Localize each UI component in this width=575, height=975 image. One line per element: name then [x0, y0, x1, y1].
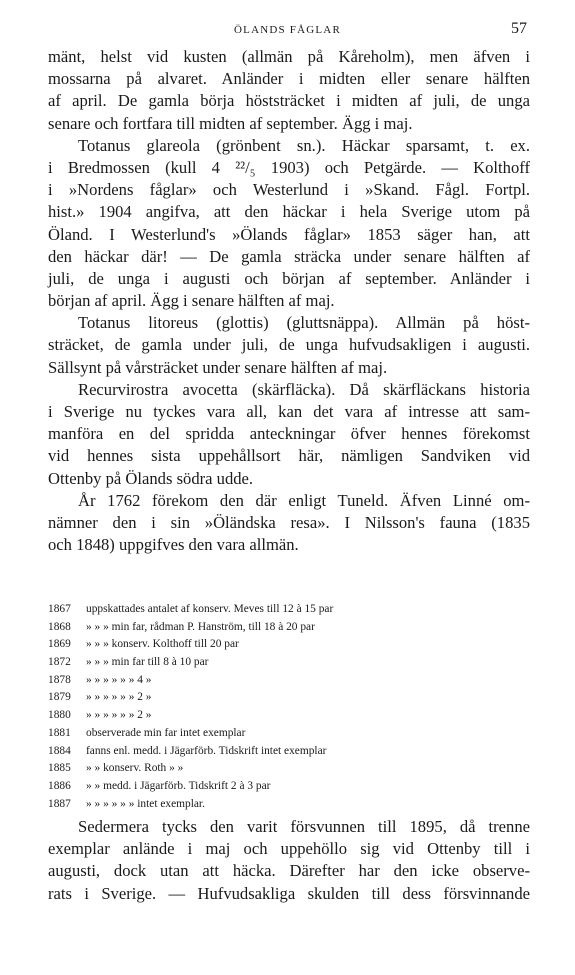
- table-row: [48, 672, 534, 690]
- text-line: exemplar anlände i maj och uppehöllo sig vid Ottenby till i: [48, 839, 530, 859]
- table-year: 1881: [48, 726, 71, 739]
- table-text: » » » » » » intet exemplar.: [86, 797, 205, 810]
- text-line: År 1762 förekom den där enligt Tuneld. Äfven Linné om-: [78, 490, 530, 510]
- text-line: nämner den i sin »Öländska resa». I Nilsson's fauna (1835: [48, 512, 530, 532]
- table-year: 1884: [48, 744, 71, 757]
- table-year: 1886: [48, 779, 71, 792]
- text-line: i Bredmossen (kull 4 ²²/₅ 1903) och Petgärde. — Kolthoff: [48, 157, 530, 177]
- text-line: i »Nordens fåglar» och Westerlund i »Skand. Fågl. Fortpl.: [48, 180, 530, 200]
- table-row: [48, 725, 534, 743]
- text-line: hist.» 1904 angifva, att den häckar i hela Sverige utom på: [48, 202, 530, 222]
- table-row: [48, 778, 534, 796]
- text-line: af april. De gamla börja höststräcket i midten af juli, de unga: [48, 91, 530, 111]
- table-text: » » » » » » 2 »: [86, 691, 152, 704]
- table-row: [48, 619, 534, 637]
- table-text: » » » » » » 2 »: [86, 709, 152, 722]
- table-year: 1887: [48, 797, 71, 810]
- table-year: 1879: [48, 691, 71, 704]
- text-line: den häckar där! — De gamla sträcka under senare hälften af: [48, 246, 530, 266]
- closing-paragraph: [48, 816, 530, 905]
- table-year: 1867: [48, 603, 71, 615]
- table-row: [48, 636, 534, 654]
- table-year: 1880: [48, 709, 71, 722]
- text-line: Ottenby på Ölands södra udde.: [48, 468, 254, 488]
- text-line: Öland. I Westerlund's »Ölands fåglar» 1853 säger han, att: [48, 224, 530, 244]
- table-row: [48, 654, 534, 672]
- text-line: Recurvirostra avocetta (skärfläcka). Då skärfläckans historia: [78, 379, 530, 399]
- table-year: 1872: [48, 656, 71, 669]
- table-text: fanns enl. medd. i Jägarförb. Tidskrift intet exemplar: [86, 744, 327, 757]
- table-year: 1869: [48, 638, 71, 651]
- table-text: » » konserv. Roth » »: [86, 762, 184, 775]
- table-row: [48, 760, 534, 778]
- table-row: [48, 743, 534, 761]
- table-text: uppskattades antalet af konserv. Meves till 12 à 15 par: [86, 603, 334, 615]
- text-line: Totanus glareola (grönbent sn.). Häckar sparsamt, t. ex.: [78, 135, 530, 155]
- table-row: [48, 796, 534, 814]
- running-title: ÖLANDS FÅGLAR: [234, 24, 341, 36]
- text-line: Totanus litoreus (glottis) (gluttsnäppa). Allmän på höst-: [78, 313, 530, 333]
- body-paragraphs: [48, 46, 530, 556]
- text-line: Sedermera tycks den varit försvunnen till 1895, då trenne: [78, 817, 530, 836]
- table-text: » » » min far till 8 à 10 par: [86, 656, 209, 669]
- table-row: [48, 601, 534, 619]
- text-line: mossarna på alvaret. Anländer i midten eller senare hälften: [48, 69, 530, 89]
- observation-table: [48, 601, 534, 813]
- table-text: » » » » » » 4 »: [86, 673, 152, 686]
- text-line: Sällsynt på vårsträcket under senare hälften af maj.: [48, 357, 388, 377]
- text-line: senare och fortfara till midten af september. Ägg i maj.: [48, 113, 413, 133]
- text-line: vid hennes sista uppehållsort här, nämligen Sandviken vid: [48, 446, 530, 466]
- table-row: [48, 707, 534, 725]
- table-year: 1878: [48, 673, 71, 686]
- text-line: rats i Sverige. — Hufvudsakliga skulden till dess försvinnande: [48, 883, 530, 903]
- text-line: juli, de unga i augusti och början af september. Anländer i: [48, 268, 530, 288]
- text-line: augusti, dock utan att häcka. Därefter har den icke observe-: [48, 861, 530, 881]
- text-line: manföra en del spridda anteckningar öfver hennes förekomst: [48, 424, 530, 444]
- table-text: » » medd. i Jägarförb. Tidskrift 2 à 3 par: [86, 779, 271, 792]
- text-line: sträcket, de gamla under juli, de unga hufvudsakligen i augusti.: [48, 335, 530, 355]
- page-header: [40, 20, 535, 40]
- table-text: » » » konserv. Kolthoff till 20 par: [86, 638, 239, 651]
- table-text: » » » min far, rådman P. Hanström, till 18 à 20 par: [86, 620, 315, 633]
- table-text: observerade min far intet exemplar: [86, 726, 246, 739]
- text-line: början af april. Ägg i senare hälften af maj.: [48, 291, 335, 311]
- page-number: 57: [511, 20, 527, 37]
- table-year: 1885: [48, 762, 71, 775]
- text-line: och 1848) uppgifves den vara allmän.: [48, 535, 299, 555]
- text-line: i Sverige nu tyckes vara all, kan det vara af intresse att sam-: [48, 402, 530, 421]
- text-line: mänt, helst vid kusten (allmän på Kåreholm), men äfven i: [48, 47, 530, 66]
- table-row: [48, 689, 534, 707]
- table-year: 1868: [48, 620, 71, 633]
